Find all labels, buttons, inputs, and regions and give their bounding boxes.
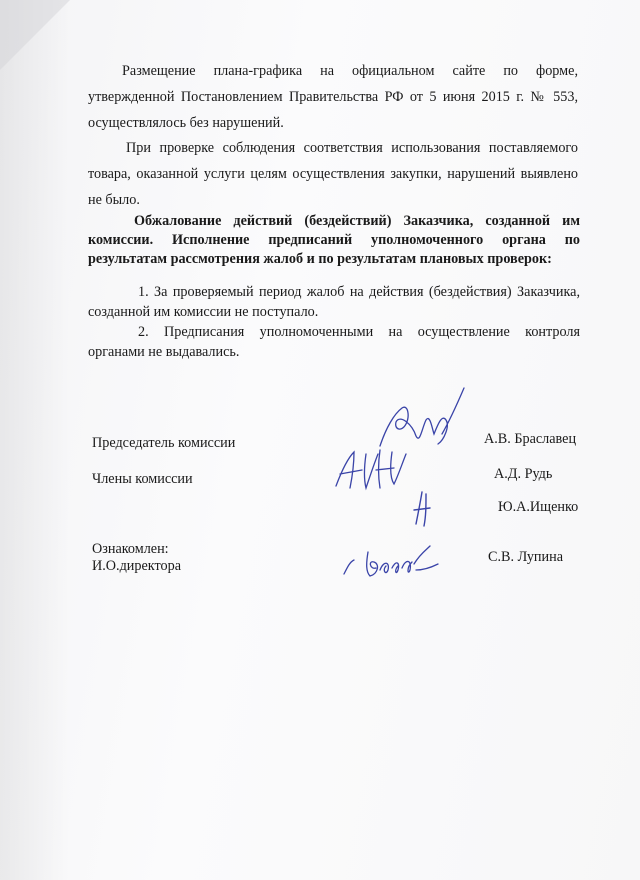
paragraph-compliance-check: При проверке соблюдения соответствия использования поставляемого товара, оказанной услуги целям осуществления закупки, нарушений выявлено не было. <box>88 140 578 208</box>
signature-director <box>340 540 450 584</box>
folded-corner <box>0 0 70 70</box>
findings-list <box>88 282 580 362</box>
members-label: Члены комиссии <box>92 471 193 487</box>
signature-member-rud <box>332 440 412 494</box>
page-shadow <box>0 0 70 880</box>
director-label: И.О.директора <box>92 558 181 574</box>
list-item: 1. За проверяемый период жалоб на действия (бездействия) Заказчика, созданной им комиссии не поступало. <box>88 284 580 320</box>
signer-name: С.В. Лупина <box>488 549 564 565</box>
signer-name: А.В. Браславец <box>484 431 577 447</box>
signer-name: А.Д. Рудь <box>494 466 553 482</box>
paragraph-plan-schedule: Размещение плана-графика на официальном сайте по форме, утвержденной Постановлением Правительства РФ от 5 июня 2015 г. № 553, осуществлялось без нарушений. <box>88 63 578 131</box>
list-item: 2. Предписания уполномоченными на осуществление контроля органами не выдавались. <box>88 324 580 360</box>
signature-member-ishchenko <box>408 488 438 528</box>
signer-name: Ю.А.Ищенко <box>498 499 579 515</box>
chair-label: Председатель комиссии <box>92 435 236 451</box>
acquainted-label: Ознакомлен: <box>92 541 169 557</box>
section-heading-appeals: Обжалование действий (бездействий) Заказчика, созданной им комиссии. Исполнение предписаний уполномоченного органа по результатам рассмотрения жалоб и по результатам плановых проверок: <box>88 213 580 267</box>
